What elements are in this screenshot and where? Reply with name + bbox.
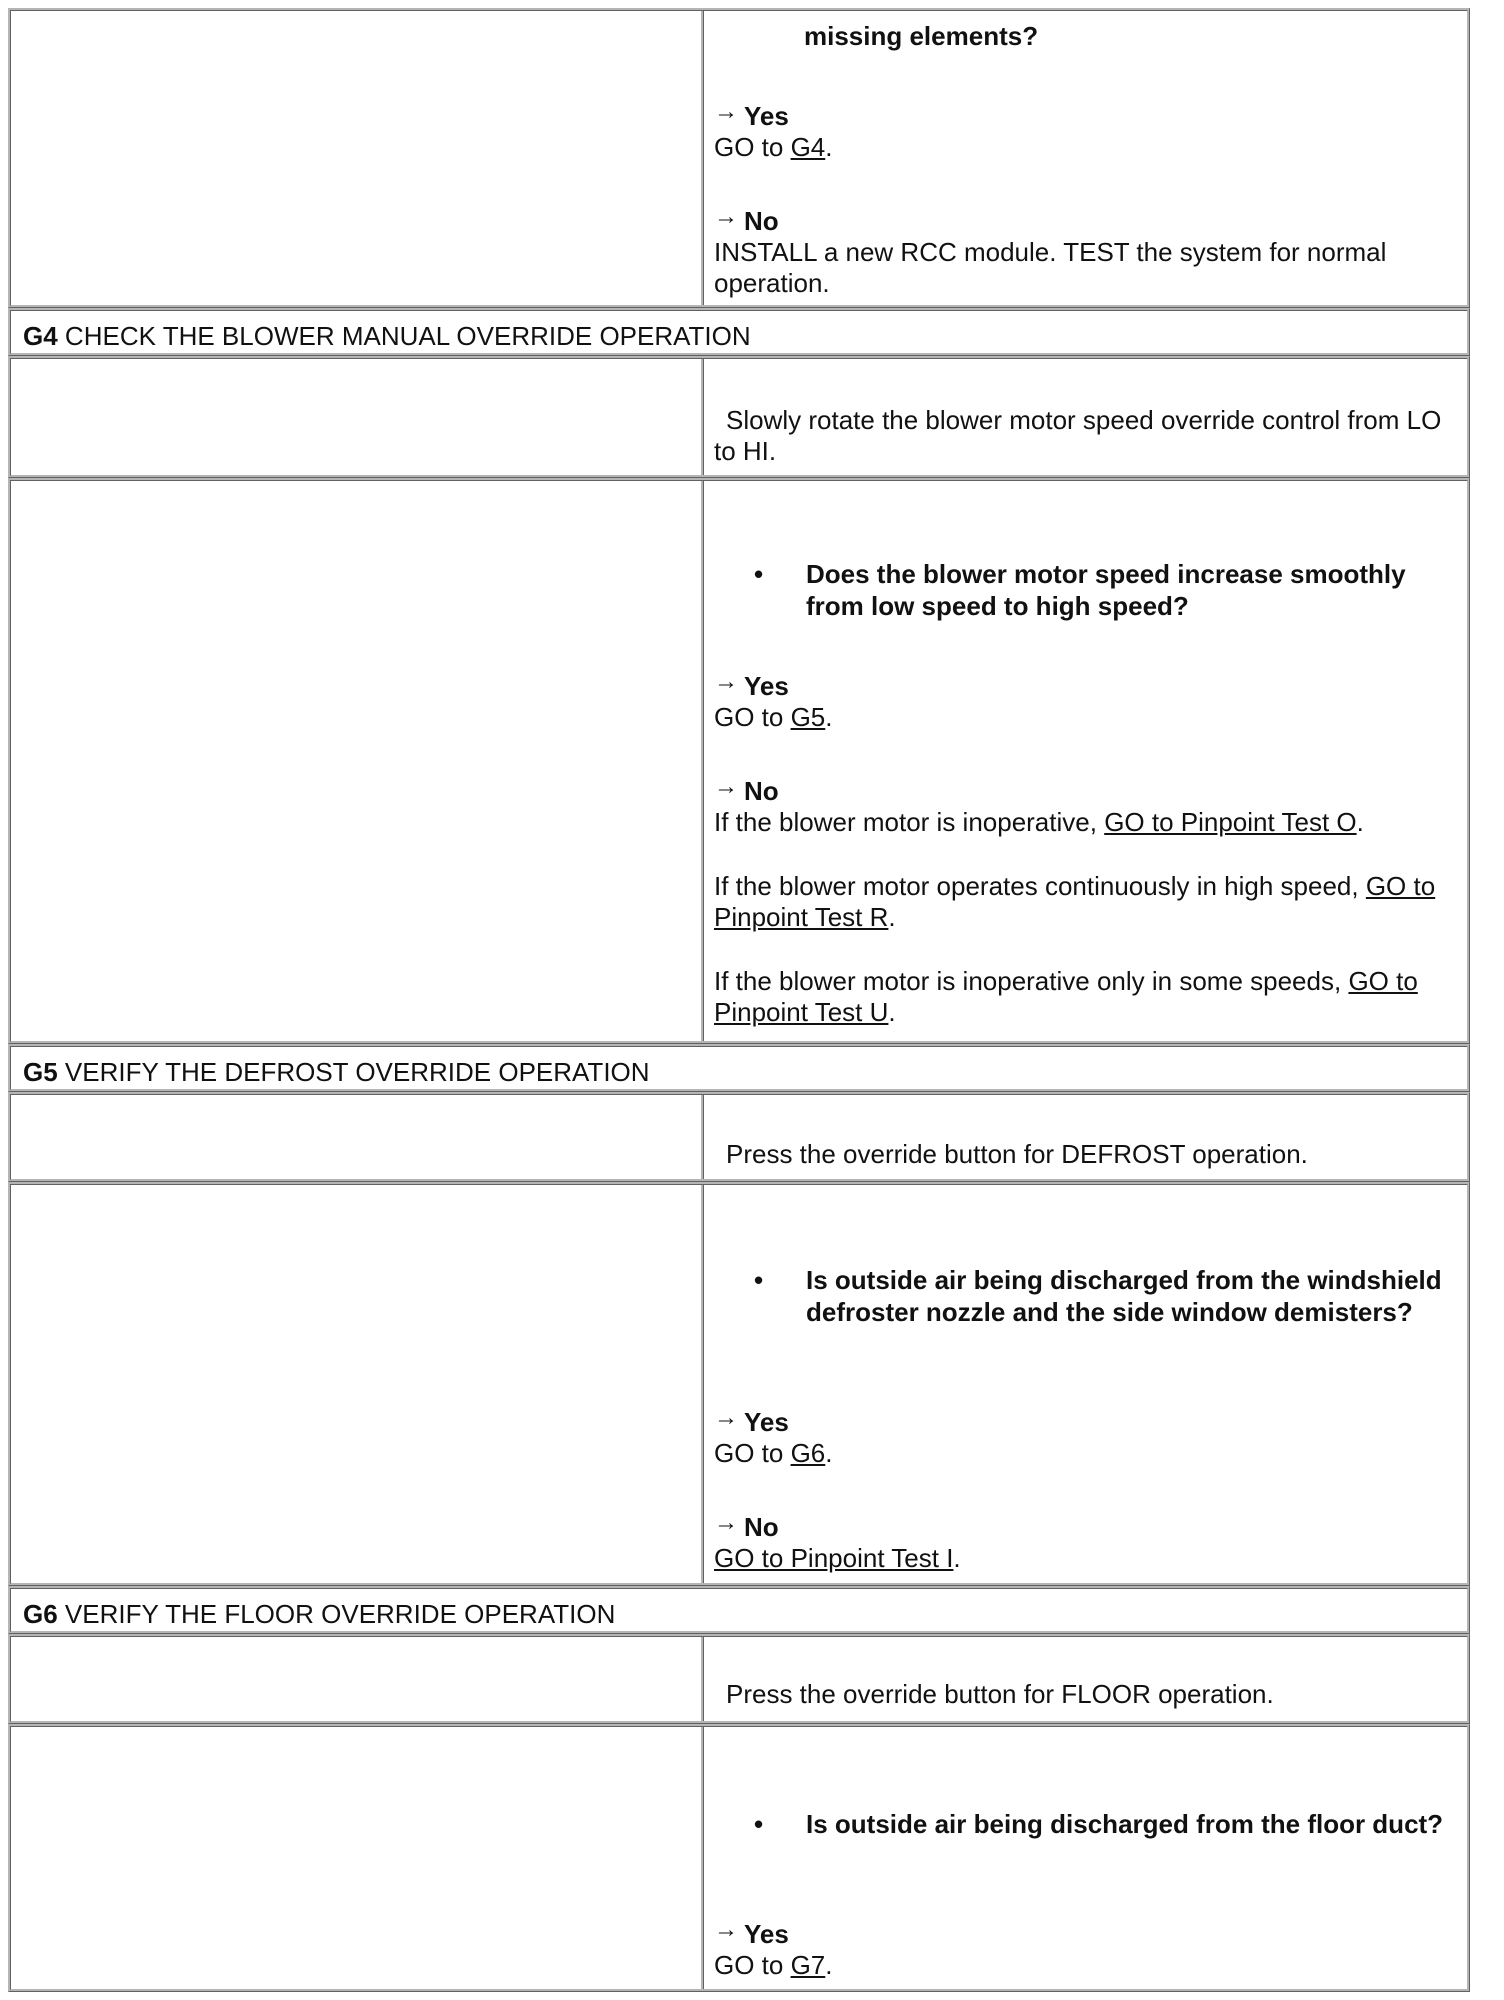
no-action-2: If the blower motor operates continuously in high speed, GO to Pinpoint Test R. <box>714 871 1436 932</box>
no-answer: → No <box>714 1509 779 1542</box>
question-text: missing elements? <box>804 21 1039 51</box>
bullet-icon: • <box>754 559 764 589</box>
action-text: Press the override button for DEFROST operation. <box>726 1139 1308 1169</box>
step-image-cell <box>11 1637 704 1721</box>
step-text-cell <box>704 481 1467 1041</box>
arrow-right-icon: → <box>714 203 738 230</box>
step-text-cell <box>704 1095 1467 1179</box>
action-text: Slowly rotate the blower motor speed override control from LO to HI. <box>714 405 1442 466</box>
question-bullet <box>754 558 1459 622</box>
step-header-g5 <box>8 1044 1470 1092</box>
step-row-g5-question <box>8 1182 1470 1586</box>
link-pinpoint-test-i[interactable]: GO to Pinpoint Test I <box>714 1543 954 1573</box>
bullet-icon: • <box>754 1265 764 1295</box>
yes-answer: → Yes <box>714 1404 789 1437</box>
action-text: Press the override button for FLOOR operation. <box>726 1679 1274 1709</box>
question-bullet <box>754 1264 1459 1328</box>
yes-action: GO to G5. <box>714 702 833 732</box>
link-g4[interactable]: G4 <box>790 132 826 162</box>
arrow-right-icon: → <box>714 1404 738 1431</box>
step-header-g6 <box>8 1586 1470 1634</box>
step-row-g6-question <box>8 1724 1470 1992</box>
step-text-cell <box>704 1637 1467 1721</box>
step-title: G5 VERIFY THE DEFROST OVERRIDE OPERATION <box>23 1057 650 1087</box>
link-pinpoint-test-u[interactable]: GO to Pinpoint Test U <box>714 966 1418 1027</box>
yes-action: GO to G6. <box>714 1438 833 1468</box>
yes-answer: → Yes <box>714 98 789 131</box>
yes-answer: → Yes <box>714 1916 789 1949</box>
no-action-1: If the blower motor is inoperative, GO to Pinpoint Test O. <box>714 807 1364 837</box>
no-action-3: If the blower motor is inoperative only in some speeds, GO to Pinpoint Test U. <box>714 966 1418 1027</box>
arrow-right-icon: → <box>714 668 738 695</box>
step-row-g6-action <box>8 1634 1470 1724</box>
step-image-cell <box>11 11 704 305</box>
step-image-cell <box>11 359 704 475</box>
step-text-cell <box>704 11 1467 305</box>
link-pinpoint-test-o[interactable]: GO to Pinpoint Test O <box>1104 807 1357 837</box>
step-image-cell <box>11 1095 704 1179</box>
step-row-g4-question <box>8 478 1470 1044</box>
link-g6[interactable]: G6 <box>790 1438 826 1468</box>
link-g5[interactable]: G5 <box>790 702 826 732</box>
arrow-right-icon: → <box>714 98 738 125</box>
step-text-cell <box>704 359 1467 475</box>
step-image-cell <box>11 1727 704 1989</box>
step-row-g4-action <box>8 356 1470 478</box>
no-answer: → No <box>714 203 779 236</box>
question-bullet <box>754 1808 1459 1840</box>
no-action: GO to Pinpoint Test I. <box>714 1543 961 1573</box>
step-row-g3-result <box>8 8 1470 308</box>
yes-answer: → Yes <box>714 668 789 701</box>
link-g7[interactable]: G7 <box>790 1950 826 1980</box>
step-text-cell <box>704 1185 1467 1583</box>
yes-action: GO to G4. <box>714 132 833 162</box>
no-action: INSTALL a new RCC module. TEST the system for normal operation. <box>714 237 1387 298</box>
step-title: G4 CHECK THE BLOWER MANUAL OVERRIDE OPERATION <box>23 321 751 351</box>
question-text: Is outside air being discharged from the floor duct? <box>806 1809 1444 1839</box>
step-image-cell <box>11 481 704 1041</box>
arrow-right-icon: → <box>714 1509 738 1536</box>
step-header-g4 <box>8 308 1470 356</box>
question-text: Is outside air being discharged from the windshield defroster nozzle and the side window demisters? <box>806 1265 1442 1327</box>
link-pinpoint-test-r[interactable]: GO to Pinpoint Test R <box>714 871 1436 932</box>
step-row-g5-action <box>8 1092 1470 1182</box>
step-title: G6 VERIFY THE FLOOR OVERRIDE OPERATION <box>23 1599 616 1629</box>
yes-action: GO to G7. <box>714 1950 833 1980</box>
arrow-right-icon: → <box>714 1916 738 1943</box>
question-text: Does the blower motor speed increase smoothly from low speed to high speed? <box>806 559 1406 621</box>
bullet-icon: • <box>754 1809 764 1839</box>
arrow-right-icon: → <box>714 773 738 800</box>
no-answer: → No <box>714 773 779 806</box>
step-image-cell <box>11 1185 704 1583</box>
step-text-cell <box>704 1727 1467 1989</box>
